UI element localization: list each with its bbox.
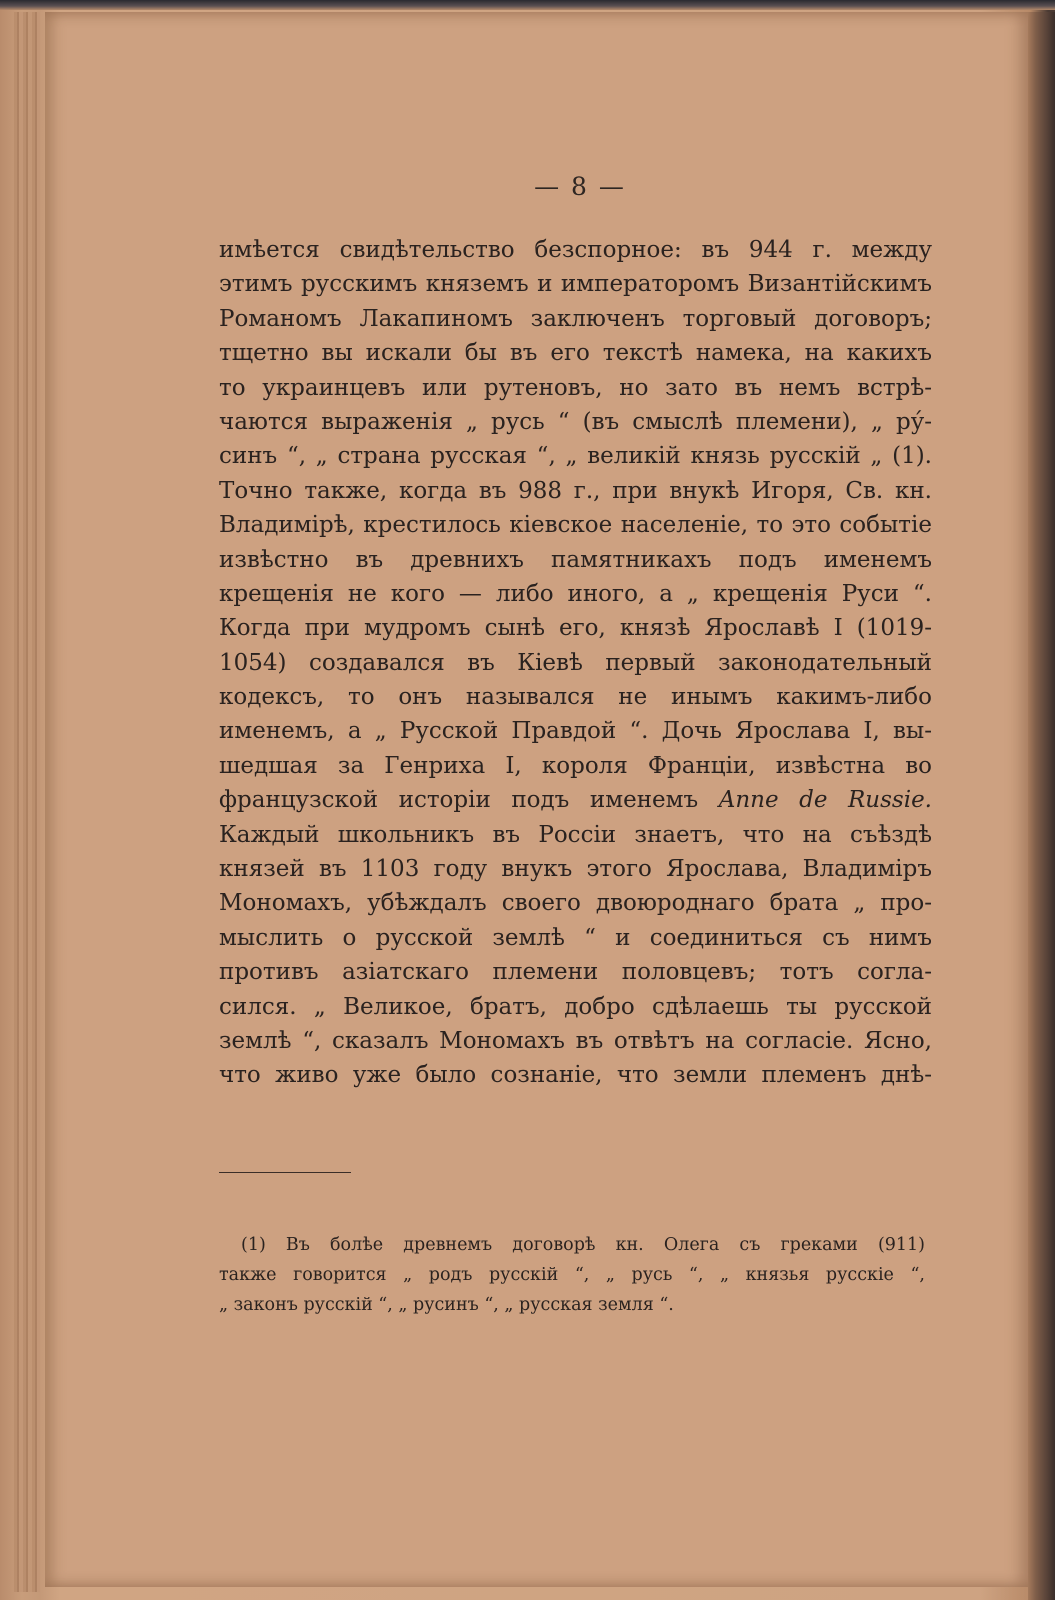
text-line: князей въ 1103 году внукъ этого Ярослава, Владиміръ xyxy=(219,856,932,883)
text-line: кодексъ, то онъ назывался не инымъ какимъ-либо xyxy=(219,684,932,711)
text-line: крещенія не кого — либо иного, а „ крещенія Руси “. xyxy=(219,580,932,607)
footnote-line: „ законъ русскій “, „ русинъ “, „ русская земля “. xyxy=(219,1295,674,1315)
text-line: то украинцевъ или рутеновъ, но зато въ немъ встрѣ- xyxy=(219,374,932,401)
text-line-with-italic xyxy=(219,783,932,817)
text-line: Романомъ Лакапиномъ заключенъ торговый договоръ; xyxy=(219,305,932,332)
text-line: Мономахъ, убѣждалъ своего двоюроднаго брата „ про- xyxy=(219,890,932,917)
footnote xyxy=(219,1230,925,1320)
text-line: противъ азіатскаго племени половцевъ; тотъ согла- xyxy=(219,959,932,986)
text-line: тщетно вы искали бы въ его текстѣ намека, на какихъ xyxy=(219,340,932,367)
text-line: синъ “, „ страна русская “, „ великій князь русскій „ (1). xyxy=(219,443,932,470)
text-line: мыслить о русской землѣ “ и соединиться съ нимъ xyxy=(219,924,932,951)
text-segment: французской исторіи подъ именемъ xyxy=(219,787,699,814)
right-binding-shadow xyxy=(1028,12,1055,1600)
text-line: Точно также, когда въ 988 г., при внукѣ Игоря, Св. кн. xyxy=(219,477,932,504)
text-line: Каждый школьникъ въ Россіи знаетъ, что на съѣздѣ xyxy=(219,821,932,848)
text-line: Владимірѣ, крестилось кіевское населеніе, то это событіе xyxy=(219,512,932,539)
left-page-edges xyxy=(14,12,40,1592)
main-text-block xyxy=(219,233,932,1093)
text-line: сился. „ Великое, братъ, добро сдѣлаешь ты русской xyxy=(219,993,932,1020)
top-dark-band xyxy=(0,0,1055,10)
footnote-line: также говорится „ родъ русскій “, „ русь “, „ князья русскіе “, xyxy=(219,1265,925,1285)
text-line: извѣстно въ древнихъ памятникахъ подъ именемъ xyxy=(219,546,932,573)
text-line: шедшая за Генриха I, короля Франціи, извѣстна во xyxy=(219,752,932,779)
footnote-separator xyxy=(219,1172,351,1173)
page-number: — 8 — xyxy=(534,172,626,201)
text-line: этимъ русскимъ княземъ и императоромъ Византійскимъ xyxy=(219,271,932,298)
footnote-line: (1) Въ болѣе древнемъ договорѣ кн. Олега съ греками (911) xyxy=(241,1235,925,1255)
text-line: именемъ, а „ Русской Правдой “. Дочь Ярослава I, вы- xyxy=(219,718,932,745)
text-line: что живо уже было сознаніе, что земли племенъ днѣ- xyxy=(219,1062,932,1089)
text-line: 1054) создавался въ Кіевѣ первый законодательный xyxy=(219,649,932,676)
italic-name: Anne de Russie. xyxy=(718,787,932,814)
text-line: землѣ “, сказалъ Мономахъ въ отвѣтъ на согласіе. Ясно, xyxy=(219,1027,932,1054)
text-line: чаются выраженія „ русь “ (въ смыслѣ племени), „ ру́- xyxy=(219,408,932,435)
text-line: Когда при мудромъ сынѣ его, князѣ Ярославѣ I (1019- xyxy=(219,615,932,642)
text-line: имѣется свидѣтельство безспорное: въ 944 г. между xyxy=(219,237,932,263)
